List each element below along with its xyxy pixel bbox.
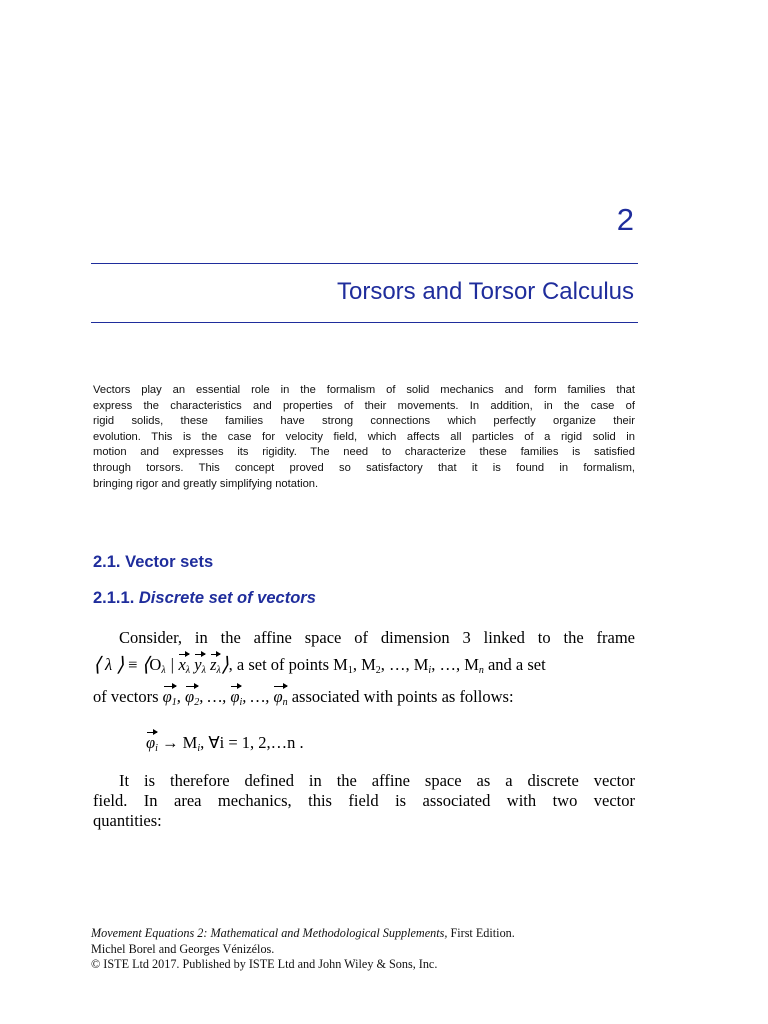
footer-authors: Michel Borel and Georges Vénizélos. [91,941,275,956]
body-paragraph-2-line-1: It is therefore defined in the affine space as a discrete vector [119,771,635,790]
chapter-number: 2 [616,202,634,237]
title-rule-top [91,263,638,264]
chapter-abstract [93,383,635,492]
mapping-formula: $\varphi_i \to M_i$, ∀i = 1, 2,…n . [146,730,304,754]
abstract-line: rigid solids, these families have strong connections which perfectly organize their [93,415,635,428]
points-notation: $M_1$, $M_2$, …, $M_i$, …, $M_n$ [333,655,484,676]
chapter-title: Torsors and Torsor Calculus [336,278,634,305]
subsection-title: Discrete set of vectors [138,589,316,607]
abstract-line: motion and expresses its rigidity. The need to characterize these families is satisfied [93,446,635,459]
footer-citation [91,926,515,942]
formula-condition: , ∀i = 1, 2,…n . [200,733,304,752]
body-paragraph-2-line-3: quantities: [93,811,162,830]
section-heading: 2.1. Vector sets [93,553,214,571]
body-text-fragment: and a set [487,655,546,674]
abstract-line: bringing rigor and greatly simplifying notation. [93,477,319,490]
body-text-fragment: of vectors [93,687,159,706]
body-paragraph-1-line-1: Consider, in the affine space of dimension 3 linked to the frame [119,628,635,647]
page-footer [91,926,515,973]
abstract-line: Vectors play an essential role in the formalism of solid mechanics and form families that [93,384,635,396]
edition: First Edition. [447,926,515,940]
body-paragraph-1-line-2 [93,652,635,677]
body-text-fragment: , a set of points [228,655,330,674]
abstract-line: express the characteristics and properties of their movements. In addition, in the case of [93,399,635,412]
title-rule-bottom [91,322,638,323]
abstract-line: through torsors. This concept proved so satisfactory that it is found in formalism, [93,461,635,474]
body-paragraph-2-line-2: field. In area mechanics, this field is associated with two vector [93,791,635,810]
body-paragraph-1-line-3 [93,684,635,708]
vectors-notation: $\varphi_1$, $\varphi_2$, …, $\varphi_i$, …, $\varphi_n$ [163,687,288,706]
abstract-line: evolution. This is the case for velocity field, which affects all particles of a rigid solid in [93,430,635,443]
book-title: Movement Equations 2: Mathematical and Methodological Supplements, [91,926,448,940]
subsection-number: 2.1.1. [93,589,135,607]
frame-notation: ⟨ λ ⟩ ≡ $⟨O_\lambda$ | $x_\lambda$ $y_\lambda$ $z_\lambda⟩$ [93,654,229,676]
footer-copyright: © ISTE Ltd 2017. Published by ISTE Ltd and John Wiley & Sons, Inc. [91,957,438,972]
subsection-heading [93,589,316,608]
body-text-fragment: associated with points as follows: [291,687,514,706]
